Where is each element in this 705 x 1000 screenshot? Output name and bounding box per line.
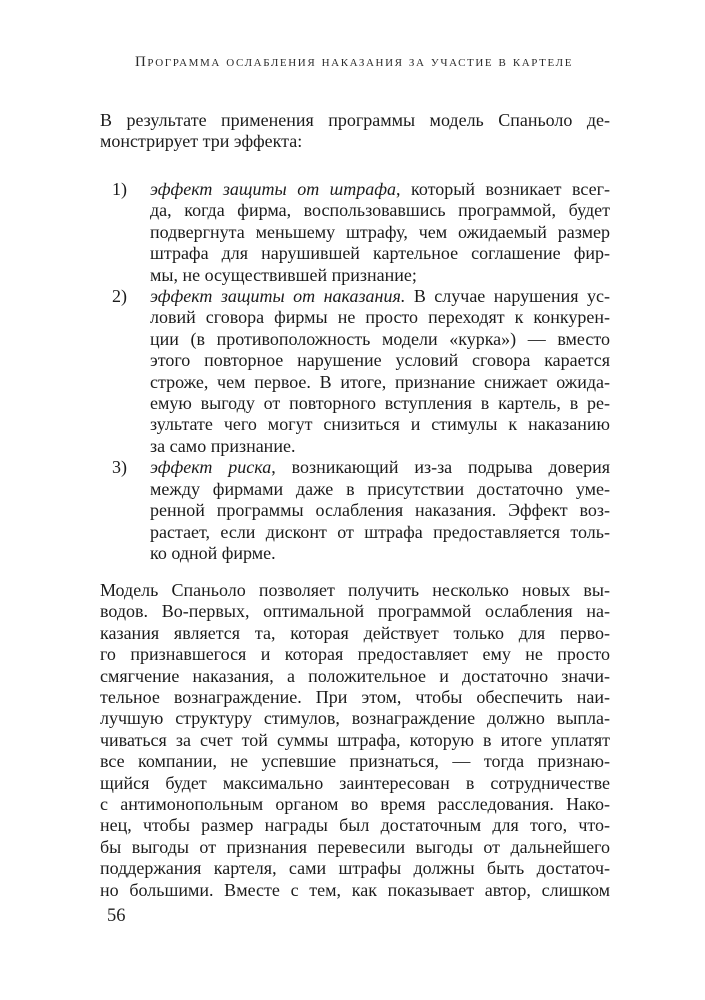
term-italic: эффект защиты от наказания.: [150, 286, 406, 307]
text-line: строже, чем первое. В итоге, признание снижает ожида-: [150, 371, 610, 392]
list-item-2: [100, 286, 610, 457]
list-item-3: [100, 457, 610, 564]
text-line: да, когда фирма, воспользовавшись программой, будет: [150, 200, 610, 221]
term-italic: эффект риска: [150, 457, 272, 478]
list-item-1: [100, 179, 610, 286]
term-italic: эффект защиты от штрафа: [150, 179, 397, 199]
text-line: [150, 179, 610, 200]
text-line: мы, не осуществившей признание;: [150, 264, 417, 285]
text-line: Модель Спаньоло позволяет получить несколько новых вы-: [100, 580, 610, 600]
text-line: все компании, не успевшие признаться, — тогда признаю-: [100, 751, 610, 772]
text-segment: В случае нарушения ус-: [405, 286, 610, 307]
list-item-marker: 2): [112, 286, 127, 307]
text-line: го признавшегося и которая предоставляет ему не просто: [100, 644, 610, 665]
list-item-marker: 1): [112, 179, 127, 199]
text-line: водов. Во-первых, оптимальной программой ослабления на-: [100, 601, 610, 622]
text-line: [150, 457, 610, 478]
effects-list: [100, 179, 610, 564]
text-line: ко одной фирме.: [150, 542, 276, 563]
text-line: казания является та, которая действует только для перво-: [100, 622, 610, 643]
text-line: ловий сговора фирмы не просто переходят к конкурен-: [150, 307, 610, 328]
text-segment: , возникающий из-за подрыва доверия: [271, 457, 611, 478]
list-item-marker: 3): [112, 457, 127, 478]
body-paragraph: [100, 580, 610, 901]
text-segment: , который возникает всег-: [396, 179, 610, 199]
text-line: бы выгоды от признания перевесили выгоды от дальнейшего: [100, 836, 610, 857]
text-line: за само признание.: [150, 435, 296, 456]
text-line: монстрирует три эффекта:: [100, 131, 303, 152]
text-line: между фирмами даже в присутствии достаточно уме-: [150, 478, 610, 499]
text-line: растает, если дисконт от штрафа предоставляется толь-: [150, 521, 610, 542]
text-line: емую выгоду от повторного вступления в картель, в ре-: [150, 393, 610, 414]
text-line: В результате применения программы модель Спаньоло де-: [100, 110, 610, 130]
text-line: щийся будет максимально заинтересован в сотрудничестве: [100, 772, 610, 793]
text-line: смягчение наказания, а положительное и достаточно значи-: [100, 665, 610, 686]
running-header: Программа ослабления наказания за участие в картеле: [134, 54, 574, 70]
intro-paragraph: [100, 110, 610, 153]
text-line: зультате чего могут снизиться и стимулы к наказанию: [150, 414, 610, 435]
text-line: ренной программы ослабления наказания. Эффект воз-: [150, 500, 610, 521]
text-line: [150, 286, 610, 307]
text-line: нец, чтобы размер награды был достаточным для того, что-: [100, 815, 610, 836]
text-line: штрафа для нарушившей картельное соглашение фир-: [150, 243, 610, 264]
text-line: но большими. Вместе с тем, как показывает автор, слишком: [100, 879, 610, 900]
text-line: этого повторное нарушение условий сговора карается: [150, 350, 610, 371]
text-line: с антимонопольным органом во время расследования. Нако-: [100, 794, 610, 815]
text-line: лучшую структуру стимулов, вознаграждение должно выпла-: [100, 708, 610, 729]
page-number: 56: [107, 906, 126, 926]
text-line: чиваться за счет той суммы штрафа, которую в итоге уплатят: [100, 729, 610, 750]
text-line: ции (в противоположность модели «курка») — вместо: [150, 328, 610, 349]
text-line: поддержания картеля, сами штрафы должны быть достаточ-: [100, 858, 610, 879]
text-line: тельное вознаграждение. При этом, чтобы обеспечить наи-: [100, 687, 610, 708]
text-line: подвергнута меньшему штрафу, чем ожидаемый размер: [150, 221, 610, 242]
